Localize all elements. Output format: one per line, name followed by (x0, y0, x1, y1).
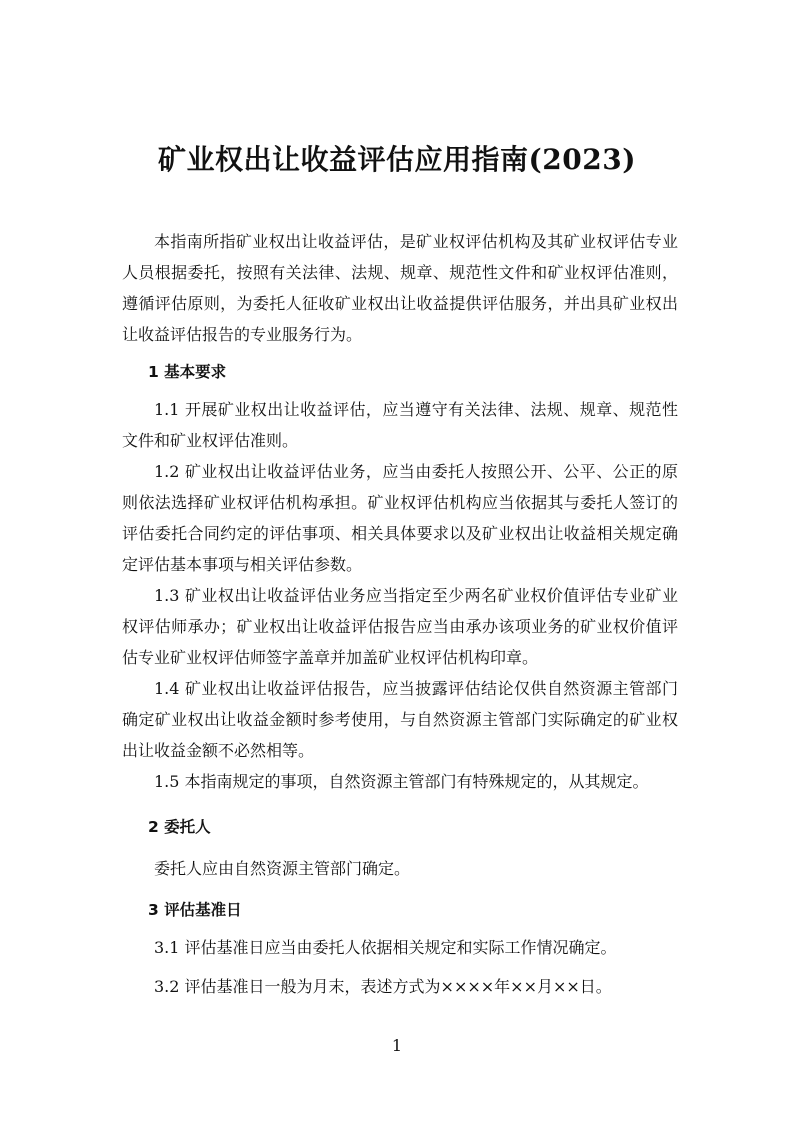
section-basic-requirements (122, 358, 678, 797)
section-client (122, 813, 678, 884)
section-heading: 2 委托人 (148, 818, 211, 836)
document-body (122, 226, 678, 1002)
clause-1-1: 1.1 开展矿业权出让收益评估，应当遵守有关法律、法规、规章、规范性文件和矿业权评估准则。 (122, 400, 678, 450)
clause-3-1: 3.1 评估基准日应当由委托人依据相关规定和实际工作情况确定。 (154, 938, 617, 957)
clause-3-2: 3.2 评估基准日一般为月末，表述方式为××××年××月××日。 (154, 977, 612, 996)
clause-1-2: 1.2 矿业权出让收益评估业务，应当由委托人按照公开、公平、公正的原则依法选择矿业权评估机构承担。矿业权评估机构应当依据其与委托人签订的评估委托合同约定的评估事项、相关具体要求以及矿业权出让收益相关规定确定评估基本事项与相关评估参数。 (122, 462, 678, 574)
section-valuation-date (122, 896, 678, 1002)
clause-2: 委托人应由自然资源主管部门确定。 (154, 859, 411, 878)
section-heading: 3 评估基准日 (148, 901, 242, 919)
page-number: 1 (391, 1036, 403, 1055)
intro-paragraph: 本指南所指矿业权出让收益评估，是矿业权评估机构及其矿业权评估专业人员根据委托，按照有关法律、法规、规章、规范性文件和矿业权评估准则，遵循评估原则，为委托人征收矿业权出让收益提供评估服务，并出具矿业权出让收益评估报告的专业服务行为。 (122, 232, 678, 344)
clause-1-5: 1.5 本指南规定的事项，自然资源主管部门有特殊规定的，从其规定。 (154, 772, 649, 791)
document-title: 矿业权出让收益评估应用指南(2023) (158, 143, 636, 176)
clause-1-4: 1.4 矿业权出让收益评估报告，应当披露评估结论仅供自然资源主管部门确定矿业权出让收益金额时参考使用，与自然资源主管部门实际确定的矿业权出让收益金额不必然相等。 (122, 679, 678, 760)
section-heading: 1 基本要求 (148, 363, 227, 381)
clause-1-3: 1.3 矿业权出让收益评估业务应当指定至少两名矿业权价值评估专业矿业权评估师承办；矿业权出让收益评估报告应当由承办该项业务的矿业权价值评估专业矿业权评估师签字盖章并加盖矿业权评估机构印章。 (122, 586, 678, 667)
